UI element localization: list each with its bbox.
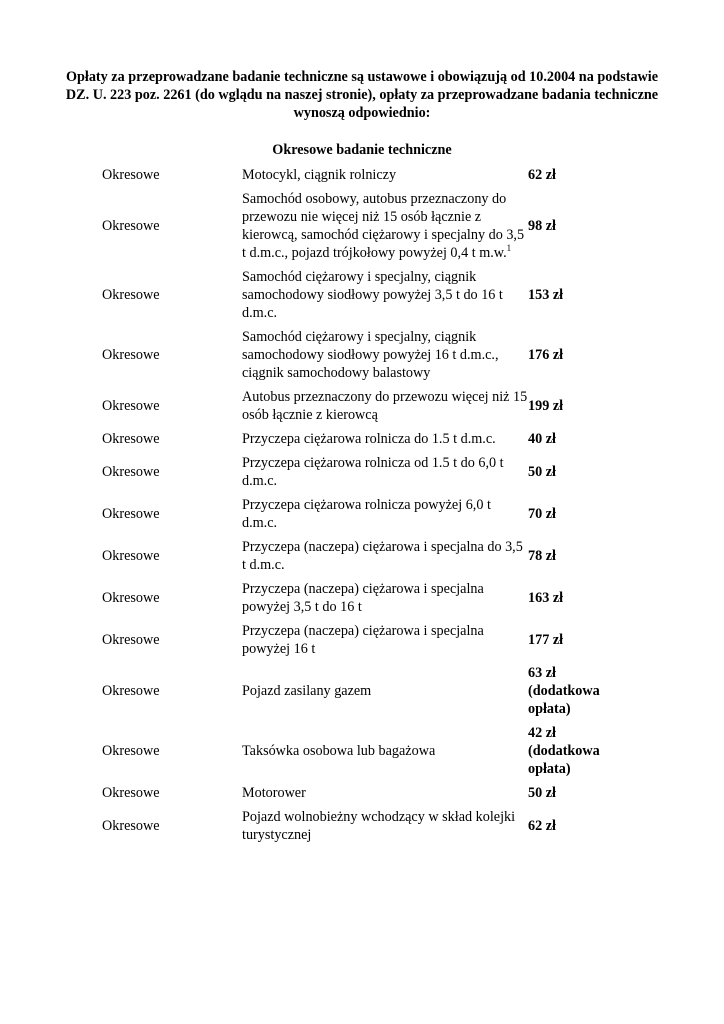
table-row xyxy=(96,661,628,721)
row-description: Pojazd wolnobieżny wchodzący w skład kolejki turystycznej xyxy=(242,809,516,843)
row-type: Okresowe xyxy=(102,431,160,447)
row-type: Okresowe xyxy=(102,632,160,648)
row-type: Okresowe xyxy=(102,683,160,699)
row-description: Przyczepa ciężarowa rolnicza powyżej 6,0 t d.m.c. xyxy=(242,497,491,531)
row-fee: 78 zł xyxy=(528,548,556,564)
row-description-text: Samochód osobowy, autobus przeznaczony do przewozu nie więcej niż 15 osób łącznie z kierowcą, samochód ciężarowy i specjalny do 3,5 t d.m.c., pojazd trójkołowy powyżej 0,4 t m.w. xyxy=(242,191,525,261)
row-fee: 177 zł xyxy=(528,632,564,648)
row-fee: 40 zł xyxy=(528,431,556,447)
table-row xyxy=(96,805,628,847)
fees-table-body xyxy=(96,163,628,847)
row-description: Autobus przeznaczony do przewozu więcej niż 15 osób łącznie z kierowcą xyxy=(242,389,528,423)
row-fee: 62 zł xyxy=(528,818,556,834)
row-type: Okresowe xyxy=(102,347,160,363)
row-type: Okresowe xyxy=(102,464,160,480)
row-description: Motorower xyxy=(242,785,306,801)
table-row xyxy=(96,265,628,325)
row-fee: 199 zł xyxy=(528,398,564,414)
row-description: Przyczepa ciężarowa rolnicza do 1.5 t d.m.c. xyxy=(242,431,496,447)
intro-heading: Opłaty za przeprowadzane badanie techniczne są ustawowe i obowiązują od 10.2004 na podstawie DZ. U. 223 poz. 2261 (do wglądu na naszej stronie), opłaty za przeprowadzane badania techniczne wynoszą odpowiednio: xyxy=(65,69,659,121)
row-type: Okresowe xyxy=(102,818,160,834)
fees-table xyxy=(96,163,628,847)
table-row xyxy=(96,385,628,427)
table-row xyxy=(96,163,628,187)
row-fee: 70 zł xyxy=(528,506,556,522)
row-fee: 62 zł xyxy=(528,167,556,183)
footnote-marker: 1 xyxy=(506,243,512,253)
table-row xyxy=(96,451,628,493)
table-row xyxy=(96,619,628,661)
row-type: Okresowe xyxy=(102,218,160,234)
table-row xyxy=(96,577,628,619)
table-row xyxy=(96,187,628,265)
row-type: Okresowe xyxy=(102,287,160,303)
row-fee: 163 zł xyxy=(528,590,564,606)
table-row xyxy=(96,781,628,805)
row-type: Okresowe xyxy=(102,398,160,414)
row-fee: 50 zł xyxy=(528,464,556,480)
row-description: Samochód ciężarowy i specjalny, ciągnik samochodowy siodłowy powyżej 3,5 t do 16 t d.m.c. xyxy=(242,269,503,321)
row-description: Przyczepa (naczepa) ciężarowa i specjalna powyżej 3,5 t do 16 t xyxy=(242,581,484,615)
row-type: Okresowe xyxy=(102,590,160,606)
row-fee: 63 zł (dodatkowa opłata) xyxy=(528,665,600,717)
row-description: Przyczepa ciężarowa rolnicza od 1.5 t do 6,0 t d.m.c. xyxy=(242,455,504,489)
row-type: Okresowe xyxy=(102,548,160,564)
section-title: Okresowe badanie techniczne xyxy=(272,142,452,158)
table-row xyxy=(96,493,628,535)
row-type: Okresowe xyxy=(102,785,160,801)
table-row xyxy=(96,427,628,451)
row-fee: 42 zł (dodatkowa opłata) xyxy=(528,725,600,777)
row-fee: 153 zł xyxy=(528,287,564,303)
row-type: Okresowe xyxy=(102,743,160,759)
row-description: Przyczepa (naczepa) ciężarowa i specjalna powyżej 16 t xyxy=(242,623,484,657)
row-type: Okresowe xyxy=(102,167,160,183)
row-description: Pojazd zasilany gazem xyxy=(242,683,372,699)
row-fee: 176 zł xyxy=(528,347,564,363)
row-type: Okresowe xyxy=(102,506,160,522)
table-row xyxy=(96,721,628,781)
row-fee: 50 zł xyxy=(528,785,556,801)
table-row xyxy=(96,325,628,385)
row-description xyxy=(242,187,528,265)
row-description: Samochód ciężarowy i specjalny, ciągnik samochodowy siodłowy powyżej 16 t d.m.c., ciągnik samochodowy balastowy xyxy=(242,329,499,381)
row-description: Przyczepa (naczepa) ciężarowa i specjalna do 3,5 t d.m.c. xyxy=(242,539,523,573)
row-fee: 98 zł xyxy=(528,218,556,234)
table-row xyxy=(96,535,628,577)
row-description: Motocykl, ciągnik rolniczy xyxy=(242,167,397,183)
row-description: Taksówka osobowa lub bagażowa xyxy=(242,743,436,759)
